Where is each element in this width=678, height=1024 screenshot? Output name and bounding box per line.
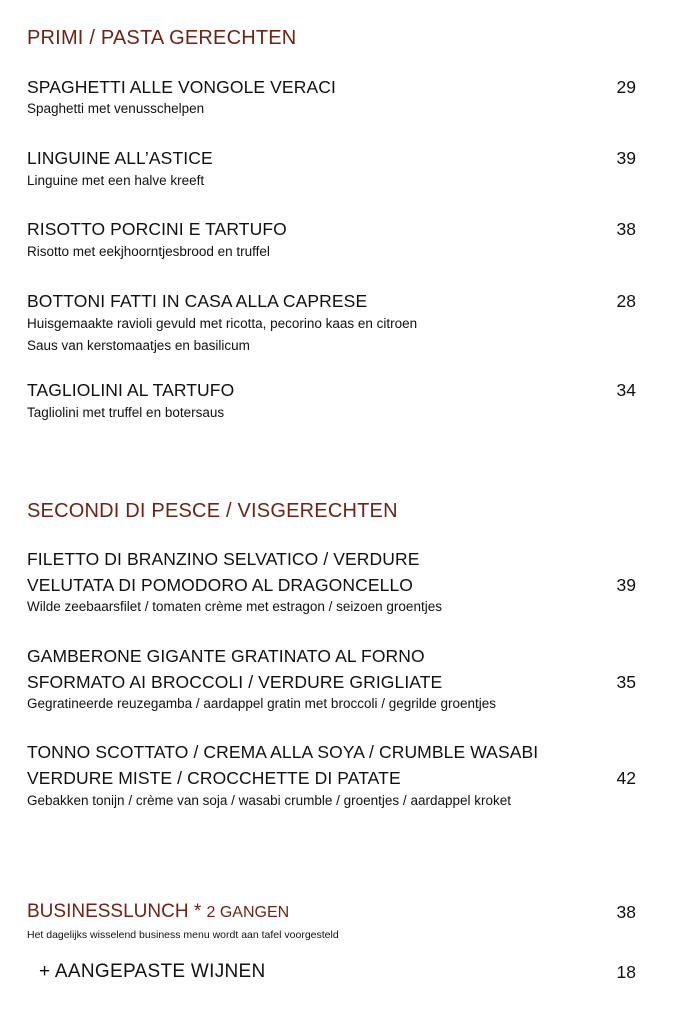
dish-price: 39: [616, 148, 636, 168]
dish-name-line-2: VERDURE MISTE / CROCCHETTE DI PATATE: [27, 768, 401, 788]
dish-price: 29: [616, 77, 636, 97]
dish-name: SPAGHETTI ALLE VONGOLE VERACI: [27, 77, 336, 97]
dish-name: RISOTTO PORCINI E TARTUFO: [27, 219, 287, 239]
dish-price: 38: [616, 219, 636, 239]
dish-description: Wilde zeebaarsfilet / tomaten crème met estragon / seizoen groentjes: [27, 599, 442, 614]
dish-description: Tagliolini met truffel en botersaus: [27, 405, 225, 420]
dish-description-line-2: Saus van kerstomaatjes en basilicum: [27, 338, 250, 353]
dish-description: Huisgemaakte ravioli gevuld met ricotta, pecorino kaas en citroen: [27, 316, 418, 331]
wine-pairing-label: + AANGEPASTE WIJNEN: [39, 961, 266, 982]
dish-price: 34: [616, 380, 636, 400]
section-title-secondi: SECONDI DI PESCE / VISGERECHTEN: [27, 500, 398, 522]
dish-name: GAMBERONE GIGANTE GRATINATO AL FORNO: [27, 646, 425, 666]
dish-price: 35: [616, 672, 636, 692]
dish-name: FILETTO DI BRANZINO SELVATICO / VERDURE: [27, 549, 420, 569]
dish-name: TAGLIOLINI AL TARTUFO: [27, 380, 235, 400]
dish-name: BOTTONI FATTI IN CASA ALLA CAPRESE: [27, 291, 368, 311]
wine-pairing-price: 18: [616, 962, 636, 982]
businesslunch-price: 38: [616, 902, 636, 922]
dish-description: Gebakken tonijn / crème van soja / wasabi crumble / groentjes / aardappel kroket: [27, 793, 512, 808]
dish-price: 42: [616, 768, 636, 788]
dish-description: Linguine met een halve kreeft: [27, 173, 205, 188]
businesslunch-note: Het dagelijks wisselend business menu wordt aan tafel voorgesteld: [27, 929, 339, 941]
dish-price: 28: [616, 291, 636, 311]
dish-description: Gegratineerde reuzegamba / aardappel gratin met broccoli / gegrilde groentjes: [27, 696, 497, 711]
dish-price: 39: [616, 575, 636, 595]
businesslunch-subtitle: 2 GANGEN: [206, 904, 290, 921]
businesslunch-title: [27, 901, 289, 923]
dish-name: LINGUINE ALL’ASTICE: [27, 148, 213, 168]
section-title-primi: PRIMI / PASTA GERECHTEN: [27, 27, 297, 49]
dish-description: Risotto met eekjhoorntjesbrood en truffel: [27, 244, 270, 259]
dish-name-line-2: SFORMATO AI BROCCOLI / VERDURE GRIGLIATE: [27, 672, 443, 692]
dish-name-line-2: VELUTATA DI POMODORO AL DRAGONCELLO: [27, 575, 413, 595]
dish-description: Spaghetti met venusschelpen: [27, 101, 205, 116]
dish-name: TONNO SCOTTATO / CREMA ALLA SOYA / CRUMBLE WASABI: [27, 742, 539, 762]
businesslunch-title-main: BUSINESSLUNCH *: [27, 901, 202, 922]
